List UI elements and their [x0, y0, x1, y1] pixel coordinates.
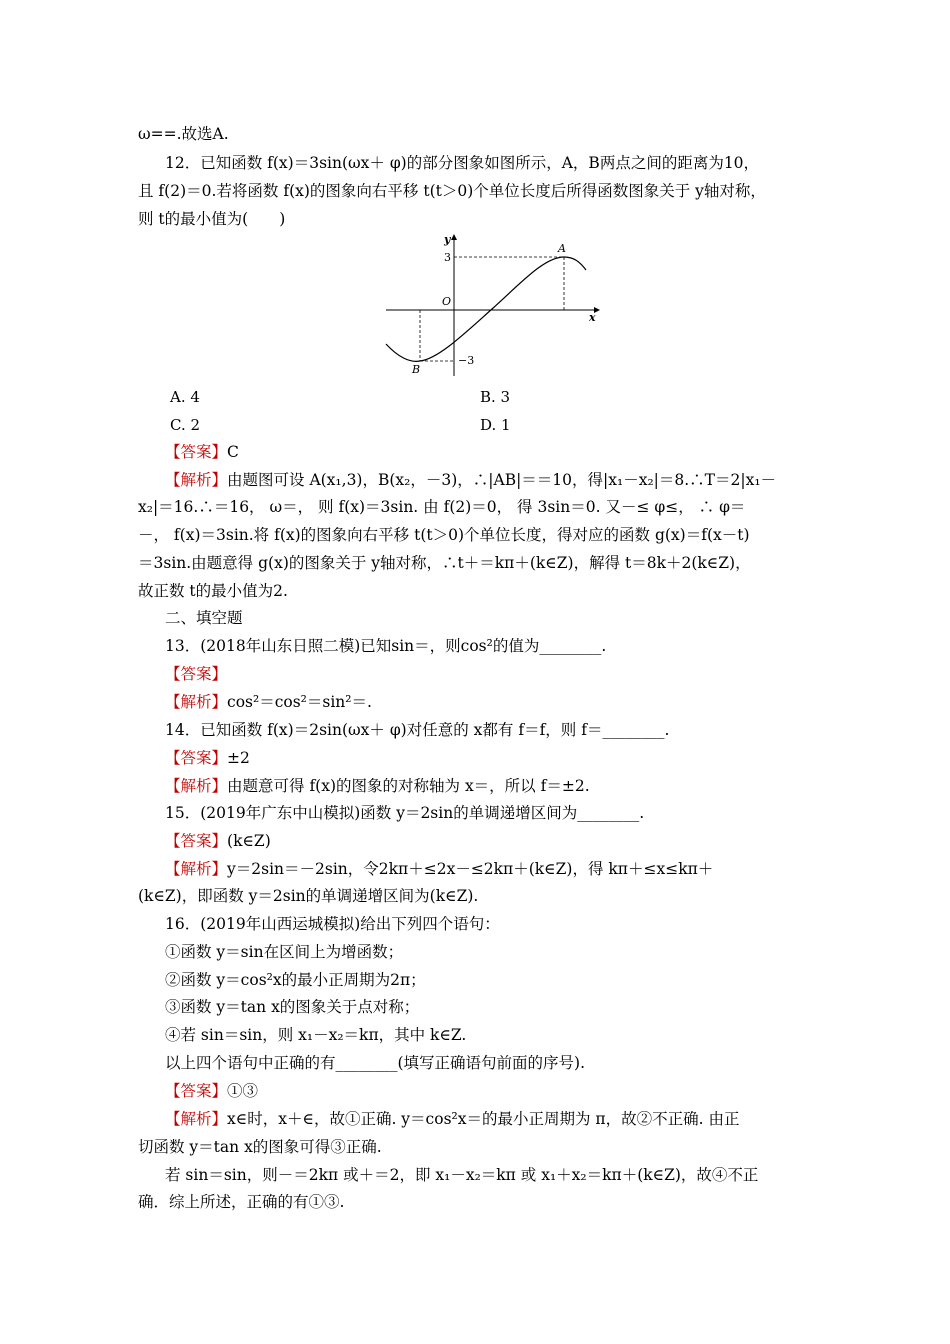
explanation-text: 由题图可设 A(x₁,3)，B(x₂，－3)，∴|AB|＝＝10，得|x₁－x₂|＝8.∴T＝2|x₁－ [227, 471, 777, 489]
explanation-15 [165, 859, 713, 879]
option-a: A. 4 [170, 388, 200, 406]
point-a-label: A [558, 242, 566, 255]
option-c: C. 2 [170, 416, 201, 434]
statement-3: ③函数 y＝tan x的图象关于点对称； [165, 998, 420, 1016]
explanation-16 [165, 1109, 739, 1129]
answer-tag: 【答案】 [165, 665, 228, 683]
option-b: B. 3 [480, 388, 511, 406]
text-line: 确．综上所述，正确的有①③. [138, 1193, 345, 1211]
option-d: D. 1 [480, 416, 511, 434]
explanation-text: x∈时，x＋∈，故①正确. y＝cos²x＝的最小正周期为 π，故②不正确. 由正 [227, 1110, 740, 1128]
explanation-14 [165, 776, 590, 796]
explanation-tag: 【解析】 [165, 693, 228, 711]
section-heading: 二、填空题 [165, 609, 243, 627]
tick-label-minus-3: −3 [458, 354, 475, 367]
text-line: 则 t的最小值为( ) [138, 210, 286, 228]
sine-curve [386, 257, 586, 361]
text-line: 切函数 y＝tan x的图象可得③正确. [138, 1138, 382, 1156]
question-15: 15．(2019年广东中山模拟)函数 y＝2sin的单调递增区间为________. [165, 804, 645, 822]
explanation-text: 由题意可得 f(x)的图象的对称轴为 x＝，所以 f＝±2. [227, 777, 590, 795]
text-line: ω==.故选A. [138, 125, 229, 143]
question-12: 12．已知函数 f(x)＝3sin(ωx＋ φ)的部分图象如图所示，A，B两点之间的距离为10， [165, 154, 760, 172]
statement-1: ①函数 y＝sin在区间上为增函数； [165, 943, 404, 961]
answer-tag: 【答案】 [165, 443, 228, 461]
answer-text: ①③ [227, 1082, 259, 1100]
answer-text: C [227, 443, 239, 461]
text-line: 若 sin＝sin，则－＝2kπ 或＋＝2，即 x₁－x₂＝kπ 或 x₁＋x₂＝kπ＋(k∈Z)，故④不正 [165, 1166, 759, 1184]
answer-tag: 【答案】 [165, 749, 228, 767]
answer-12 [165, 442, 239, 462]
answer-text: (k∈Z) [227, 832, 271, 850]
origin-label: O [442, 295, 452, 308]
text-line: 且 f(2)＝0.若将函数 f(x)的图象向右平移 t(t＞0)个单位长度后所得函数图象关于 y轴对称， [138, 182, 766, 200]
answer-15 [165, 831, 271, 851]
explanation-tag: 【解析】 [165, 1110, 228, 1128]
answer-13 [165, 664, 227, 684]
explanation-tag: 【解析】 [165, 471, 228, 489]
explanation-text: cos²＝cos²＝sin²＝. [227, 693, 372, 711]
explanation-text: y＝2sin＝－2sin，令2kπ＋≤2x－≤2kπ＋(k∈Z)，得 kπ＋≤x≤kπ＋ [227, 860, 714, 878]
text-line: (k∈Z)，即函数 y＝2sin的单调递增区间为(k∈Z). [138, 887, 479, 905]
explanation-12 [165, 470, 776, 490]
text-line: 故正数 t的最小值为2. [138, 582, 288, 600]
answer-14 [165, 748, 250, 768]
question-16: 16．(2019年山西运城模拟)给出下列四个语句： [165, 915, 500, 933]
text-line: ＝3sin.由题意得 g(x)的图象关于 y轴对称，∴t＋＝kπ＋(k∈Z)，解得 t＝8k＋2(k∈Z)， [138, 554, 751, 572]
answer-16 [165, 1081, 258, 1101]
answer-tag: 【答案】 [165, 832, 228, 850]
text-line: －， f(x)＝3sin.将 f(x)的图象向右平移 t(t＞0)个单位长度，得对应的函数 g(x)＝f(x－t) [138, 526, 750, 544]
question-13: 13．(2018年山东日照二模)已知sin＝，则cos²的值为________. [165, 637, 607, 655]
point-b-label: B [412, 363, 421, 376]
explanation-tag: 【解析】 [165, 860, 228, 878]
statement-4: ④若 sin＝sin，则 x₁－x₂＝kπ，其中 k∈Z. [165, 1026, 467, 1044]
explanation-tag: 【解析】 [165, 777, 228, 795]
y-axis-arrow-icon [451, 234, 457, 240]
statement-2: ②函数 y＝cos²x的最小正周期为2π； [165, 971, 426, 989]
question-14: 14．已知函数 f(x)＝2sin(ωx＋ φ)对任意的 x都有 f＝f，则 f＝________. [165, 721, 670, 739]
x-axis-label: x [589, 311, 596, 324]
explanation-13 [165, 692, 372, 712]
text-line: 以上四个语句中正确的有________(填写正确语句前面的序号). [165, 1054, 586, 1072]
y-axis-label: y [444, 233, 451, 246]
text-line: x₂|＝16.∴＝16， ω＝， 则 f(x)＝3sin. 由 f(2)＝0， 得 3sin＝0. 又－≤ φ≤， ∴ φ＝ [138, 498, 746, 516]
answer-text: ±2 [227, 749, 250, 767]
sine-graph [380, 232, 602, 380]
answer-tag: 【答案】 [165, 1082, 228, 1100]
tick-label-3: 3 [444, 251, 451, 264]
